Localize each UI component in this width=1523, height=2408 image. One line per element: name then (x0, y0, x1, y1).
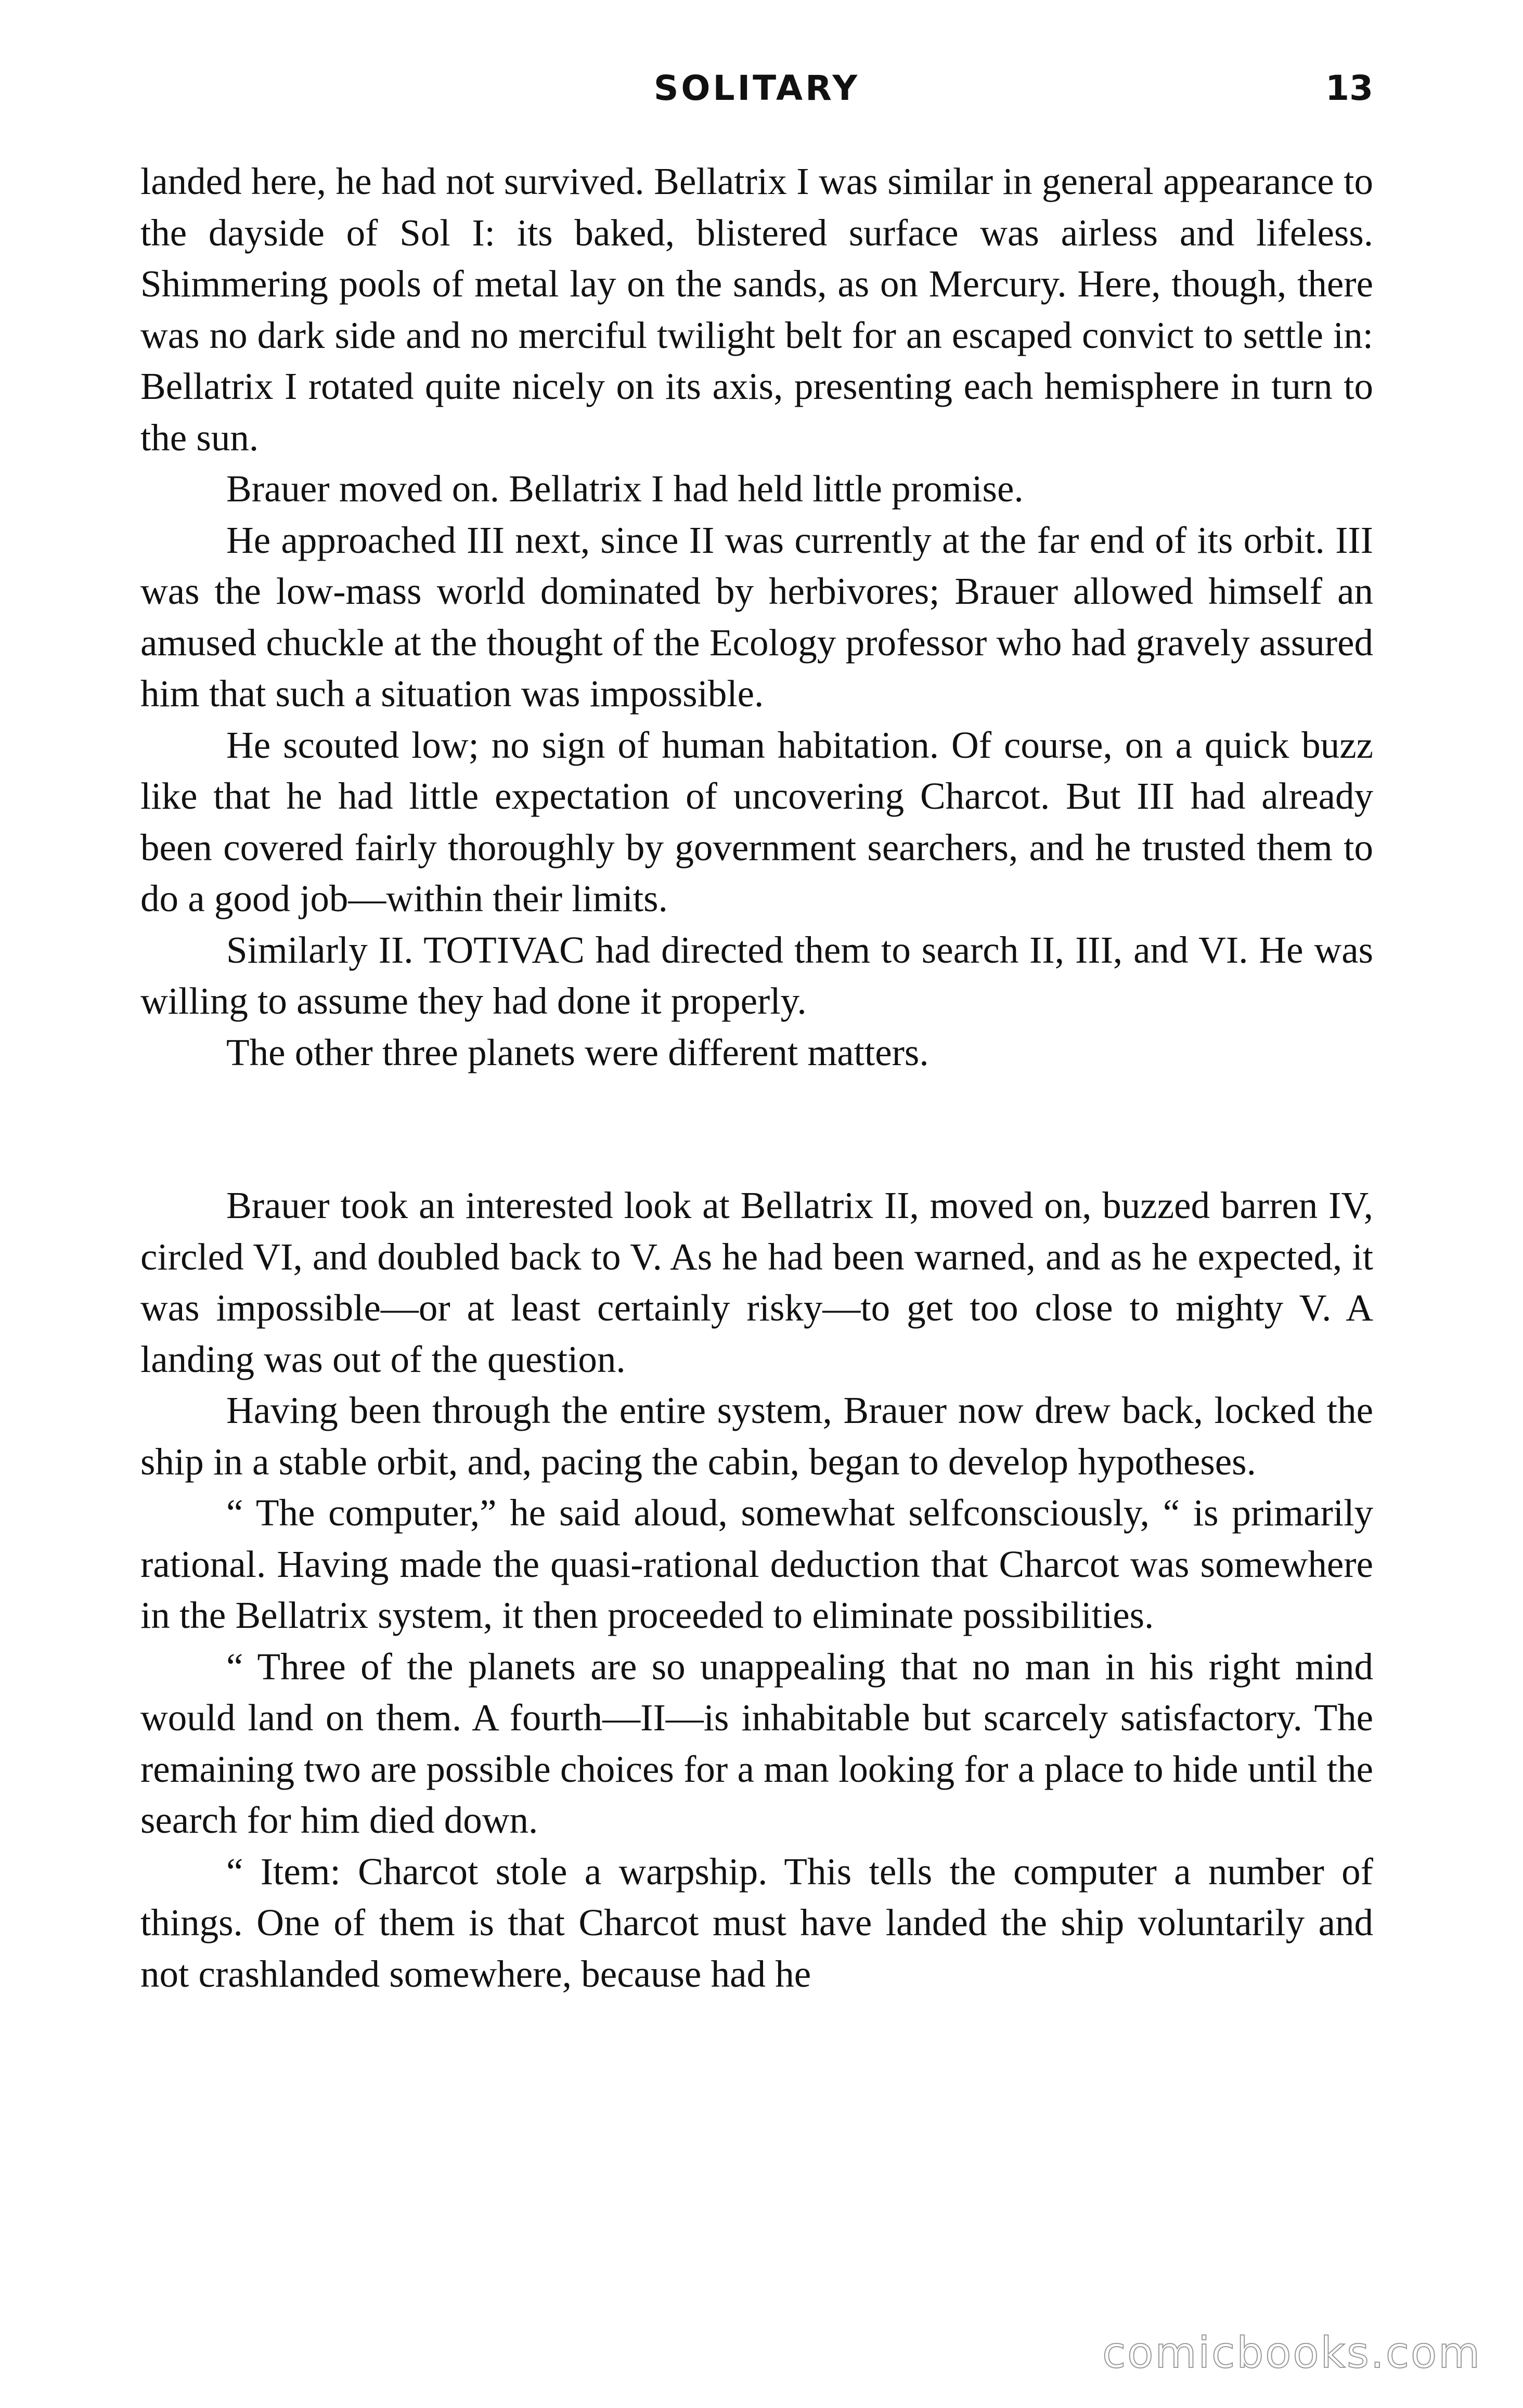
paragraph-5: Similarly II. TOTIVAC had directed them to search II, III, and VI. He was willing to assume they had done it properly. (140, 928, 1373, 1022)
paragraph-3: He approached III next, since II was currently at the far end of its orbit. III was the low-mass world dominated by herbivores; Brauer allowed himself an amused chuckle at the thought of the Ecology professor who had gravely assured him that such a situation was impossible. (140, 519, 1373, 715)
paragraph-1: landed here, he had not survived. Bellatrix I was similar in general appearance to the dayside of Sol I: its baked, blistered surface was airless and lifeless. Shimmering pools of metal lay on the sands, as on Mercury. Here, though, there was no dark side and no merciful twilight belt for an escaped convict to settle in: Bellatrix I rotated quite nicely on its axis, presenting each hemisphere in turn to the sun. (140, 160, 1373, 459)
paragraph-7: Brauer took an interested look at Bellatrix II, moved on, buzzed barren IV, circled VI, and doubled back to V. As he had been warned, and as he expected, it was impossible—or at least certainly risky—to get too close to mighty V. A landing was out of the question. (140, 1184, 1373, 1380)
paragraph-9: “ The computer,” he said aloud, somewhat selfconsciously, “ is primarily rational. Having made the quasi-rational deduction that Charcot was somewhere in the Bellatrix system, it then proceeded to eliminate possibilities. (140, 1492, 1373, 1636)
body-text (140, 156, 1373, 2000)
paragraph-4: He scouted low; no sign of human habitation. Of course, on a quick buzz like that he had little expectation of uncovering Charcot. But III had already been covered fairly thoroughly by government searchers, and he trusted them to do a good job—within their limits. (140, 723, 1373, 920)
paragraph-6: The other three planets were different matters. (226, 1031, 929, 1073)
paragraph-10: “ Three of the planets are so unappealing that no man in his right mind would land on them. A fourth—II—is inhabitable but scarcely satisfactory. The remaining two are possible choices for a man looking for a place to hide until the search for him died down. (140, 1645, 1373, 1841)
paragraph-11: “ Item: Charcot stole a warpship. This tells the computer a number of things. One of them is that Charcot must have landed the ship voluntarily and not crashlanded somewhere, because had he (140, 1850, 1373, 1995)
paragraph-2: Brauer moved on. Bellatrix I had held little promise. (226, 468, 1024, 510)
running-head (140, 60, 1373, 117)
watermark: comicbooks.com (1102, 2328, 1481, 2378)
running-title: SOLITARY (653, 68, 860, 108)
page-number: 13 (1325, 68, 1373, 108)
paragraph-8: Having been through the entire system, Brauer now drew back, locked the ship in a stable orbit, and, pacing the cabin, began to develop hypotheses. (140, 1389, 1373, 1483)
